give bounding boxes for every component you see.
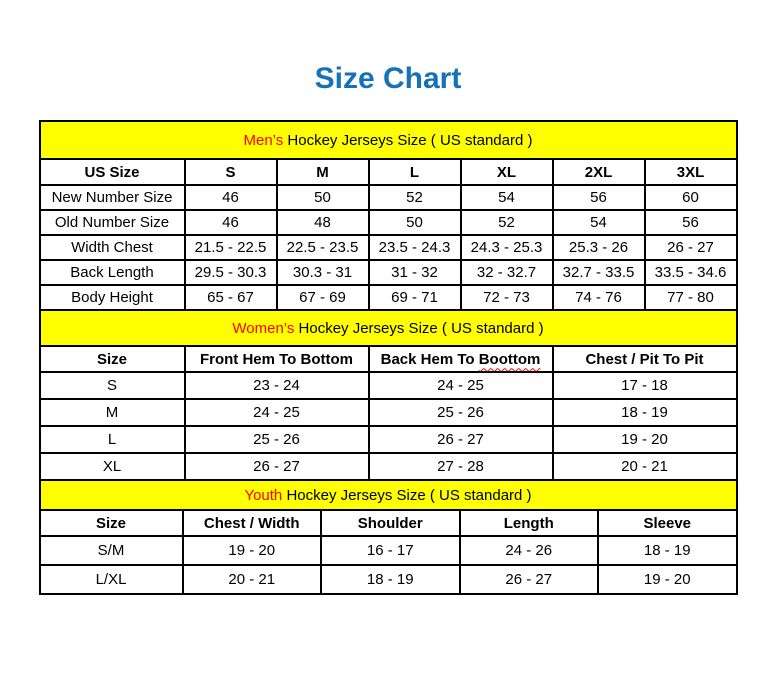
row-label: S/M xyxy=(40,536,183,565)
youth-header-row xyxy=(40,510,737,536)
size-value: 27 - 28 xyxy=(369,453,553,480)
size-value: 25 - 26 xyxy=(185,426,369,453)
size-value: 18 - 19 xyxy=(321,565,460,594)
size-value: 77 - 80 xyxy=(645,285,737,310)
womens-size-table xyxy=(39,309,738,481)
back-hem-misspelled-word: Boottom xyxy=(478,350,541,368)
size-value: 50 xyxy=(369,210,461,235)
size-value: 72 - 73 xyxy=(461,285,553,310)
column-header: 2XL xyxy=(553,159,645,185)
size-value: 56 xyxy=(645,210,737,235)
table-row xyxy=(40,285,737,310)
column-header: 3XL xyxy=(645,159,737,185)
size-value: 50 xyxy=(277,185,369,210)
size-value: 32.7 - 33.5 xyxy=(553,260,645,285)
size-value: 24 - 26 xyxy=(460,536,599,565)
mens-band-title xyxy=(40,121,737,159)
table-row xyxy=(40,210,737,235)
size-value: 54 xyxy=(461,185,553,210)
column-header-misspelled xyxy=(369,346,553,372)
table-row xyxy=(40,565,737,594)
row-label: Width Chest xyxy=(40,235,185,260)
column-header: S xyxy=(185,159,277,185)
size-value: 46 xyxy=(185,185,277,210)
row-label: XL xyxy=(40,453,185,480)
size-value: 52 xyxy=(369,185,461,210)
table-row xyxy=(40,372,737,399)
column-header: L xyxy=(369,159,461,185)
youth-band-row xyxy=(40,480,737,510)
row-label: New Number Size xyxy=(40,185,185,210)
size-value: 20 - 21 xyxy=(183,565,322,594)
column-header: Chest / Width xyxy=(183,510,322,536)
mens-band-row xyxy=(40,121,737,159)
table-row xyxy=(40,399,737,426)
size-value: 23.5 - 24.3 xyxy=(369,235,461,260)
size-value: 23 - 24 xyxy=(185,372,369,399)
row-label: Old Number Size xyxy=(40,210,185,235)
womens-band-title xyxy=(40,310,737,346)
back-hem-prefix: Back Hem To xyxy=(380,350,475,368)
size-value: 69 - 71 xyxy=(369,285,461,310)
size-value: 24 - 25 xyxy=(369,372,553,399)
size-value: 17 - 18 xyxy=(553,372,737,399)
womens-band-accent: Women’s xyxy=(232,319,295,337)
column-header: Size xyxy=(40,510,183,536)
row-label: Body Height xyxy=(40,285,185,310)
youth-band-accent: Youth xyxy=(244,486,283,504)
row-label: L xyxy=(40,426,185,453)
row-label: Back Length xyxy=(40,260,185,285)
size-value: 26 - 27 xyxy=(460,565,599,594)
row-label: S xyxy=(40,372,185,399)
size-value: 30.3 - 31 xyxy=(277,260,369,285)
size-value: 46 xyxy=(185,210,277,235)
size-tables xyxy=(39,120,738,595)
column-header: Size xyxy=(40,346,185,372)
size-value: 16 - 17 xyxy=(321,536,460,565)
size-value: 19 - 20 xyxy=(183,536,322,565)
size-value: 48 xyxy=(277,210,369,235)
column-header: M xyxy=(277,159,369,185)
size-value: 60 xyxy=(645,185,737,210)
size-value: 19 - 20 xyxy=(553,426,737,453)
column-header: Chest / Pit To Pit xyxy=(553,346,737,372)
size-value: 21.5 - 22.5 xyxy=(185,235,277,260)
womens-header-row xyxy=(40,346,737,372)
column-header: Shoulder xyxy=(321,510,460,536)
table-row xyxy=(40,260,737,285)
size-value: 18 - 19 xyxy=(553,399,737,426)
size-value: 25.3 - 26 xyxy=(553,235,645,260)
size-value: 56 xyxy=(553,185,645,210)
column-header: XL xyxy=(461,159,553,185)
page-title: Size Chart xyxy=(314,62,462,95)
row-label: M xyxy=(40,399,185,426)
mens-size-table xyxy=(39,120,738,311)
size-value: 25 - 26 xyxy=(369,399,553,426)
size-value: 19 - 20 xyxy=(598,565,737,594)
size-value: 20 - 21 xyxy=(553,453,737,480)
column-header: US Size xyxy=(40,159,185,185)
size-value: 18 - 19 xyxy=(598,536,737,565)
size-value: 29.5 - 30.3 xyxy=(185,260,277,285)
size-value: 22.5 - 23.5 xyxy=(277,235,369,260)
youth-band-rest: Hockey Jerseys Size ( US standard ) xyxy=(282,486,532,504)
size-value: 26 - 27 xyxy=(645,235,737,260)
column-header: Sleeve xyxy=(598,510,737,536)
size-value: 24 - 25 xyxy=(185,399,369,426)
womens-band-rest: Hockey Jerseys Size ( US standard ) xyxy=(294,319,544,337)
size-value: 54 xyxy=(553,210,645,235)
mens-band-accent: Men’s xyxy=(243,131,284,149)
row-label: L/XL xyxy=(40,565,183,594)
mens-header-row xyxy=(40,159,737,185)
size-value: 32 - 32.7 xyxy=(461,260,553,285)
mens-band-rest: Hockey Jerseys Size ( US standard ) xyxy=(283,131,533,149)
table-row xyxy=(40,235,737,260)
youth-band-title xyxy=(40,480,737,510)
column-header: Length xyxy=(460,510,599,536)
size-value: 33.5 - 34.6 xyxy=(645,260,737,285)
size-value: 52 xyxy=(461,210,553,235)
table-row xyxy=(40,426,737,453)
size-value: 24.3 - 25.3 xyxy=(461,235,553,260)
youth-size-table xyxy=(39,479,738,595)
womens-band-row xyxy=(40,310,737,346)
size-value: 67 - 69 xyxy=(277,285,369,310)
table-row xyxy=(40,453,737,480)
size-value: 74 - 76 xyxy=(553,285,645,310)
table-row xyxy=(40,536,737,565)
size-value: 26 - 27 xyxy=(369,426,553,453)
size-value: 31 - 32 xyxy=(369,260,461,285)
size-value: 26 - 27 xyxy=(185,453,369,480)
table-row xyxy=(40,185,737,210)
column-header: Front Hem To Bottom xyxy=(185,346,369,372)
size-value: 65 - 67 xyxy=(185,285,277,310)
